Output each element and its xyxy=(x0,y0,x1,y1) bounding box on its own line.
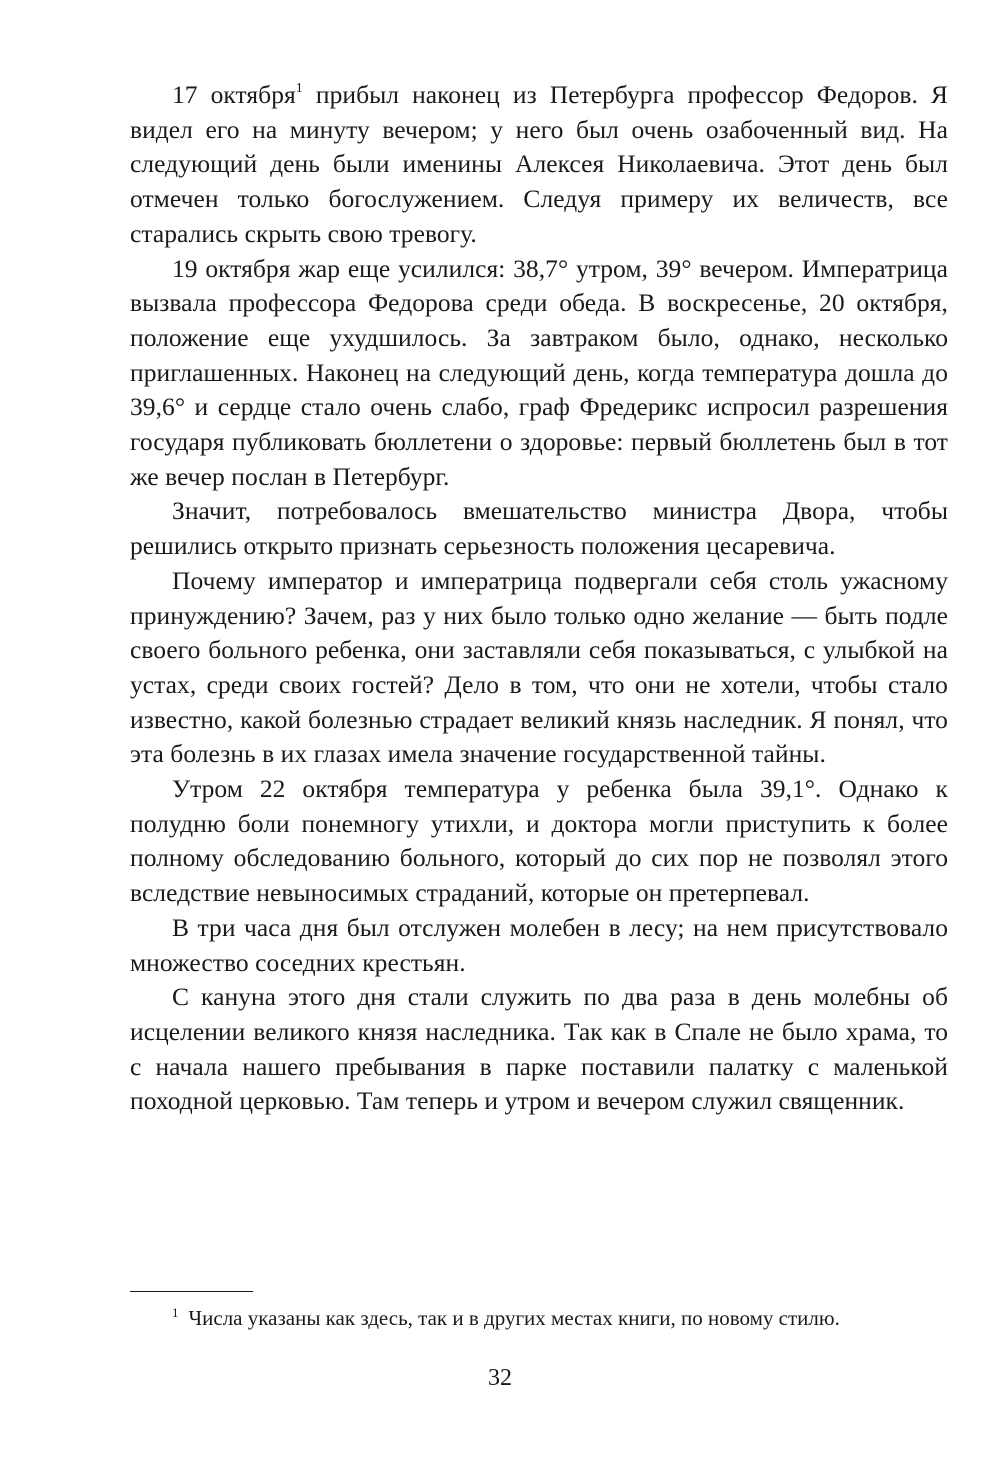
paragraph-1-start: 17 октября xyxy=(172,80,296,109)
footnote xyxy=(130,1303,948,1333)
footnote-text: Числа указаны как здесь, так и в других местах книги, по новому стилю. xyxy=(188,1306,840,1330)
paragraph-2: 19 октября жар еще усилился: 38,7° утром, 39° вечером. Императрица вызвала профессора Федорова среди обеда. В воскресенье, 20 октября, положение еще ухудшилось. За завтраком было, однако, несколько приглашенных. Наконец на следующий день, когда температура дошла до 39,6° и сердце стало очень слабо, граф Фредерикс испросил разрешения государя публиковать бюллетени о здоровье: первый бюллетень был в тот же вечер послан в Петербург. xyxy=(130,253,948,491)
main-text xyxy=(130,78,948,1119)
paragraph-3: Значит, потребовалось вмешательство министра Двора, чтобы решились открыто признать серьезность положения цесаревича. xyxy=(130,496,948,561)
footnote-divider xyxy=(130,1291,253,1292)
page-number: 32 xyxy=(488,1365,512,1391)
paragraph-1 xyxy=(130,78,948,252)
footnote-reference[interactable]: 1 xyxy=(295,80,303,96)
paragraph-5: Утром 22 октября температура у ребенка была 39,1°. Однако к полудню боли понемногу утихли, и доктора могли приступить к более полному обследованию больного, который до сих пор не позволял этого вследствие невыносимых страданий, которые он претерпевал. xyxy=(130,774,948,908)
paragraph-4: Почему император и императрица подвергали себя столь ужасному принуждению? Зачем, раз у них было только одно желание — быть подле своего больного ребенка, они заставляли себя показываться, с улыбкой на устах, среди своих гостей? Дело в том, что они не хотели, чтобы стало известно, какой болезнью страдает великий князь наследник. Я понял, что эта болезнь в их глазах имела значение государственной тайны. xyxy=(130,565,948,769)
paragraph-7: С кануна этого дня стали служить по два раза в день молебны об исцелении великого князя наследника. Так как в Спале не было храма, то с начала нашего пребывания в парке поставили палатку с маленькой походной церковью. Там теперь и утром и вечером служил священник. xyxy=(130,982,948,1116)
paragraph-1-rest: прибыл наконец из Петербурга профессор Федоров. Я видел его на минуту вечером; у него был очень озабоченный вид. На следующий день были именины Алексея Николаевича. Этот день был отмечен только богослужением. Следуя примеру их величеств, все старались скрыть свою тревогу. xyxy=(130,80,948,248)
footnote-marker: 1 xyxy=(172,1305,179,1320)
paragraph-6: В три часа дня был отслужен молебен в лесу; на нем присутствовало множество соседних крестьян. xyxy=(130,912,948,977)
